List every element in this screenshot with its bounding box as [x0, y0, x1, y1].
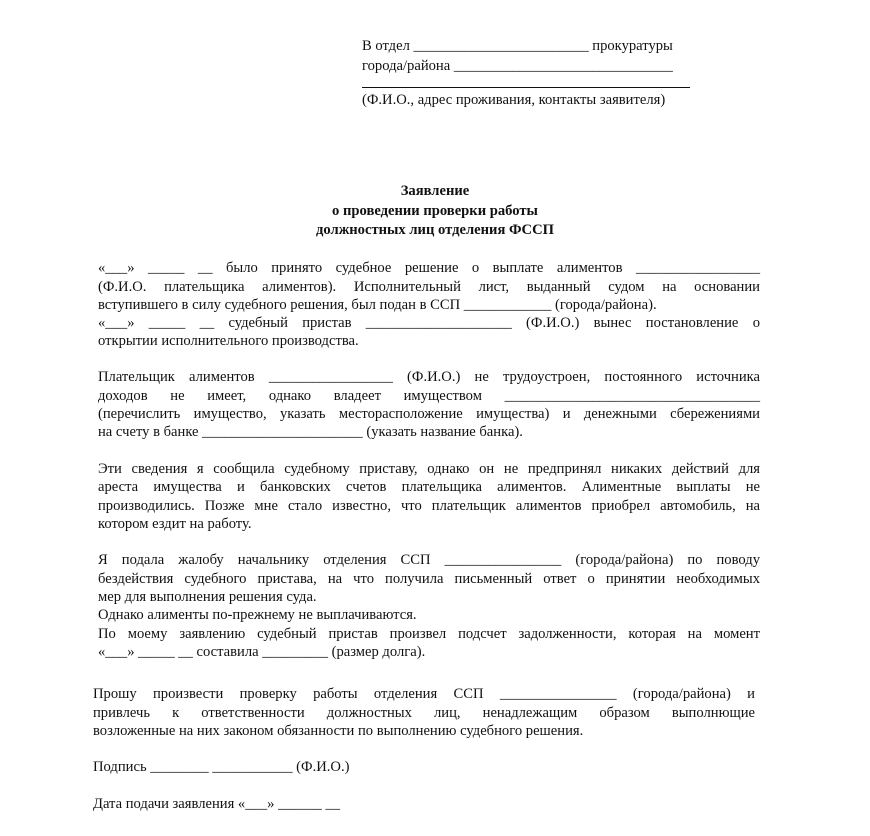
- p1-line: (Ф.И.О. плательщика алиментов). Исполнительный лист, выданный судом на основании: [98, 279, 760, 295]
- header-city: города/района ______________________________: [362, 58, 673, 74]
- p4-line: «___» _____ __ составила _________ (размер долга).: [98, 644, 426, 660]
- p1-line: открытии исполнительного производства.: [98, 333, 359, 349]
- header-blank-line: [362, 87, 690, 88]
- p5-line: Прошу произвести проверку работы отделения ССП ________________ (города/района) и: [93, 686, 755, 702]
- p3-line: ареста имущества и банковских счетов плательщика алиментов. Алиментные выплаты не: [98, 479, 760, 495]
- p4-line: мер для выполнения решения суда.: [98, 589, 317, 605]
- doc-title: Заявление: [400, 183, 470, 199]
- p2-line: Плательщик алиментов _________________ (Ф.И.О.) не трудоустроен, постоянного источника: [98, 369, 760, 385]
- date-line: Дата подачи заявления «___» ______ __: [93, 796, 341, 812]
- p4-line: Однако алименты по-прежнему не выплачиваются.: [98, 607, 417, 623]
- header-applicant-hint: (Ф.И.О., адрес проживания, контакты заявителя): [362, 92, 666, 108]
- p3-line: Эти сведения я сообщила судебному приставу, однако он не предпринял никаких действий для: [98, 461, 760, 477]
- signature-line: Подпись ________ ___________ (Ф.И.О.): [93, 759, 350, 775]
- doc-subtitle-1: о проведении проверки работы: [332, 203, 538, 219]
- p1-line: «___» _____ __ было принято судебное решение о выплате алиментов _________________: [98, 260, 760, 276]
- p1-line: «___» _____ __ судебный пристав ____________________ (Ф.И.О.) вынес постановление о: [98, 315, 760, 331]
- p4-line: По моему заявлению судебный пристав произвел подсчет задолженности, которая на момент: [98, 626, 760, 642]
- p5-line: возложенные на них законом обязанности по выполнению судебного решения.: [93, 723, 584, 739]
- p2-line: (перечислить имущество, указать месторасположение имущества) и денежными сбережениями: [98, 406, 760, 422]
- doc-subtitle-2: должностных лиц отделения ФССП: [316, 222, 554, 238]
- p5-line: привлечь к ответственности должностных лиц, ненадлежащим образом выполнющие: [93, 705, 755, 721]
- p3-line: производились. Позже мне стало известно, что плательщик алиментов приобрел автомобиль, на: [98, 498, 760, 514]
- p3-line: котором ездит на работу.: [98, 516, 252, 532]
- p2-line: на счету в банке ______________________ (указать название банка).: [98, 424, 523, 440]
- header-department: В отдел ________________________ прокуратуры: [362, 38, 673, 54]
- p4-line: бездействия судебного пристава, на что получила письменный ответ о принятии необходимых: [98, 571, 760, 587]
- p1-line: вступившего в силу судебного решения, был подан в ССП ____________ (города/района).: [98, 297, 657, 313]
- p2-line: доходов не имеет, однако владеет имуществом ___________________________________: [98, 388, 760, 404]
- p4-line: Я подала жалобу начальнику отделения ССП ________________ (города/района) по поводу: [98, 552, 760, 568]
